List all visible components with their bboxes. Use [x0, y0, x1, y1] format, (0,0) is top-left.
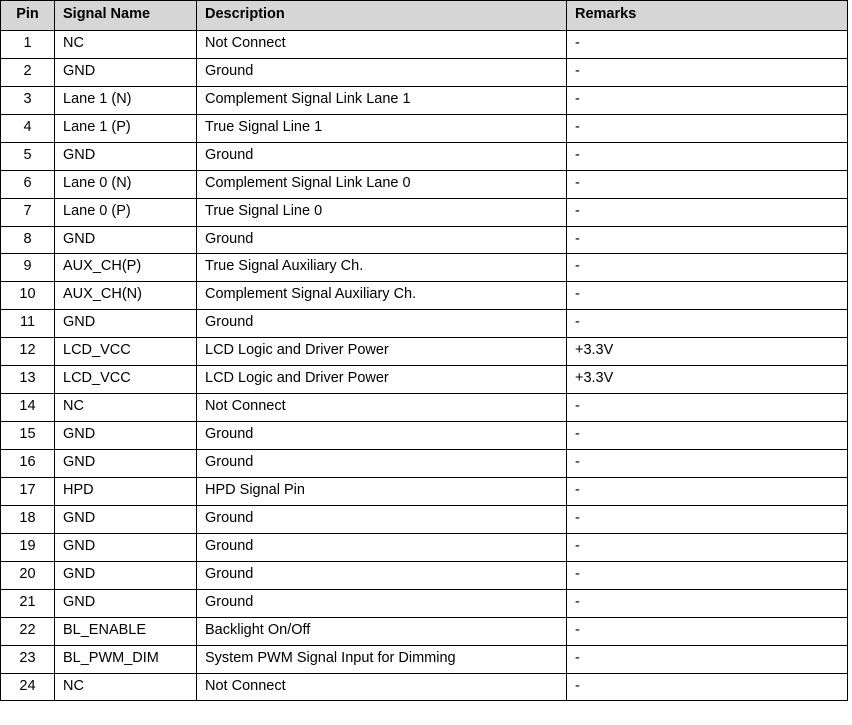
cell-signal-name: LCD_VCC [55, 338, 197, 366]
table-row [1, 477, 848, 505]
cell-pin: 8 [1, 226, 55, 254]
table-row [1, 422, 848, 450]
cell-signal-name: NC [55, 673, 197, 701]
table-row [1, 58, 848, 86]
table-row [1, 142, 848, 170]
cell-remarks: - [567, 142, 848, 170]
table-row [1, 86, 848, 114]
table-header [1, 1, 848, 31]
table-row [1, 673, 848, 701]
cell-signal-name: GND [55, 561, 197, 589]
cell-pin: 6 [1, 170, 55, 198]
cell-pin: 3 [1, 86, 55, 114]
table-row [1, 282, 848, 310]
column-header-signal-name: Signal Name [55, 1, 197, 31]
cell-remarks: - [567, 254, 848, 282]
cell-pin: 17 [1, 477, 55, 505]
cell-signal-name: GND [55, 226, 197, 254]
cell-pin: 22 [1, 617, 55, 645]
cell-signal-name: HPD [55, 477, 197, 505]
cell-remarks: - [567, 394, 848, 422]
table-row [1, 338, 848, 366]
cell-description: True Signal Auxiliary Ch. [197, 254, 567, 282]
cell-signal-name: BL_PWM_DIM [55, 645, 197, 673]
cell-remarks: - [567, 617, 848, 645]
cell-pin: 2 [1, 58, 55, 86]
table-row [1, 589, 848, 617]
cell-description: Not Connect [197, 394, 567, 422]
cell-signal-name: Lane 1 (N) [55, 86, 197, 114]
cell-pin: 16 [1, 450, 55, 478]
table-body [1, 30, 848, 701]
cell-pin: 20 [1, 561, 55, 589]
cell-remarks: - [567, 645, 848, 673]
cell-signal-name: BL_ENABLE [55, 617, 197, 645]
cell-remarks: - [567, 170, 848, 198]
cell-description: Ground [197, 561, 567, 589]
cell-signal-name: NC [55, 394, 197, 422]
cell-pin: 12 [1, 338, 55, 366]
cell-signal-name: GND [55, 533, 197, 561]
cell-signal-name: GND [55, 589, 197, 617]
column-header-pin: Pin [1, 1, 55, 31]
cell-remarks: - [567, 533, 848, 561]
cell-description: Backlight On/Off [197, 617, 567, 645]
cell-description: Ground [197, 422, 567, 450]
cell-description: Not Connect [197, 30, 567, 58]
cell-pin: 7 [1, 198, 55, 226]
cell-description: HPD Signal Pin [197, 477, 567, 505]
cell-remarks: - [567, 589, 848, 617]
cell-description: Ground [197, 589, 567, 617]
cell-pin: 18 [1, 505, 55, 533]
cell-description: Complement Signal Auxiliary Ch. [197, 282, 567, 310]
cell-remarks: - [567, 422, 848, 450]
cell-description: Ground [197, 226, 567, 254]
cell-pin: 21 [1, 589, 55, 617]
cell-description: Ground [197, 142, 567, 170]
table-row [1, 394, 848, 422]
cell-signal-name: GND [55, 310, 197, 338]
cell-remarks: - [567, 282, 848, 310]
table-row [1, 226, 848, 254]
cell-remarks: - [567, 198, 848, 226]
cell-signal-name: NC [55, 30, 197, 58]
cell-description: System PWM Signal Input for Dimming [197, 645, 567, 673]
table-row [1, 533, 848, 561]
cell-remarks: - [567, 505, 848, 533]
cell-description: Complement Signal Link Lane 0 [197, 170, 567, 198]
cell-remarks: - [567, 114, 848, 142]
cell-pin: 23 [1, 645, 55, 673]
table-row [1, 310, 848, 338]
cell-signal-name: Lane 1 (P) [55, 114, 197, 142]
cell-remarks: - [567, 86, 848, 114]
cell-pin: 11 [1, 310, 55, 338]
cell-remarks: - [567, 477, 848, 505]
table-row [1, 617, 848, 645]
cell-pin: 9 [1, 254, 55, 282]
cell-signal-name: GND [55, 142, 197, 170]
cell-pin: 14 [1, 394, 55, 422]
cell-signal-name: LCD_VCC [55, 366, 197, 394]
cell-signal-name: GND [55, 422, 197, 450]
cell-remarks: - [567, 58, 848, 86]
cell-description: True Signal Line 1 [197, 114, 567, 142]
cell-description: True Signal Line 0 [197, 198, 567, 226]
cell-signal-name: Lane 0 (N) [55, 170, 197, 198]
cell-remarks: - [567, 310, 848, 338]
cell-remarks: +3.3V [567, 338, 848, 366]
cell-remarks: - [567, 673, 848, 701]
cell-description: Complement Signal Link Lane 1 [197, 86, 567, 114]
cell-signal-name: AUX_CH(P) [55, 254, 197, 282]
cell-pin: 10 [1, 282, 55, 310]
cell-pin: 15 [1, 422, 55, 450]
table-row [1, 198, 848, 226]
cell-pin: 24 [1, 673, 55, 701]
cell-remarks: - [567, 226, 848, 254]
cell-remarks: - [567, 561, 848, 589]
table-row [1, 30, 848, 58]
table-row [1, 170, 848, 198]
cell-pin: 1 [1, 30, 55, 58]
cell-description: Ground [197, 533, 567, 561]
cell-pin: 19 [1, 533, 55, 561]
cell-description: Not Connect [197, 673, 567, 701]
cell-pin: 5 [1, 142, 55, 170]
cell-signal-name: GND [55, 58, 197, 86]
cell-description: Ground [197, 450, 567, 478]
cell-description: LCD Logic and Driver Power [197, 366, 567, 394]
cell-description: Ground [197, 58, 567, 86]
cell-description: LCD Logic and Driver Power [197, 338, 567, 366]
table-row [1, 561, 848, 589]
cell-remarks: - [567, 450, 848, 478]
column-header-remarks: Remarks [567, 1, 848, 31]
column-header-description: Description [197, 1, 567, 31]
table-header-row [1, 1, 848, 31]
table-row [1, 366, 848, 394]
table-row [1, 254, 848, 282]
cell-description: Ground [197, 310, 567, 338]
table-row [1, 645, 848, 673]
cell-signal-name: GND [55, 505, 197, 533]
cell-remarks: +3.3V [567, 366, 848, 394]
cell-description: Ground [197, 505, 567, 533]
cell-signal-name: AUX_CH(N) [55, 282, 197, 310]
cell-remarks: - [567, 30, 848, 58]
table-row [1, 114, 848, 142]
cell-pin: 13 [1, 366, 55, 394]
table-row [1, 450, 848, 478]
table-row [1, 505, 848, 533]
cell-signal-name: GND [55, 450, 197, 478]
cell-pin: 4 [1, 114, 55, 142]
cell-signal-name: Lane 0 (P) [55, 198, 197, 226]
